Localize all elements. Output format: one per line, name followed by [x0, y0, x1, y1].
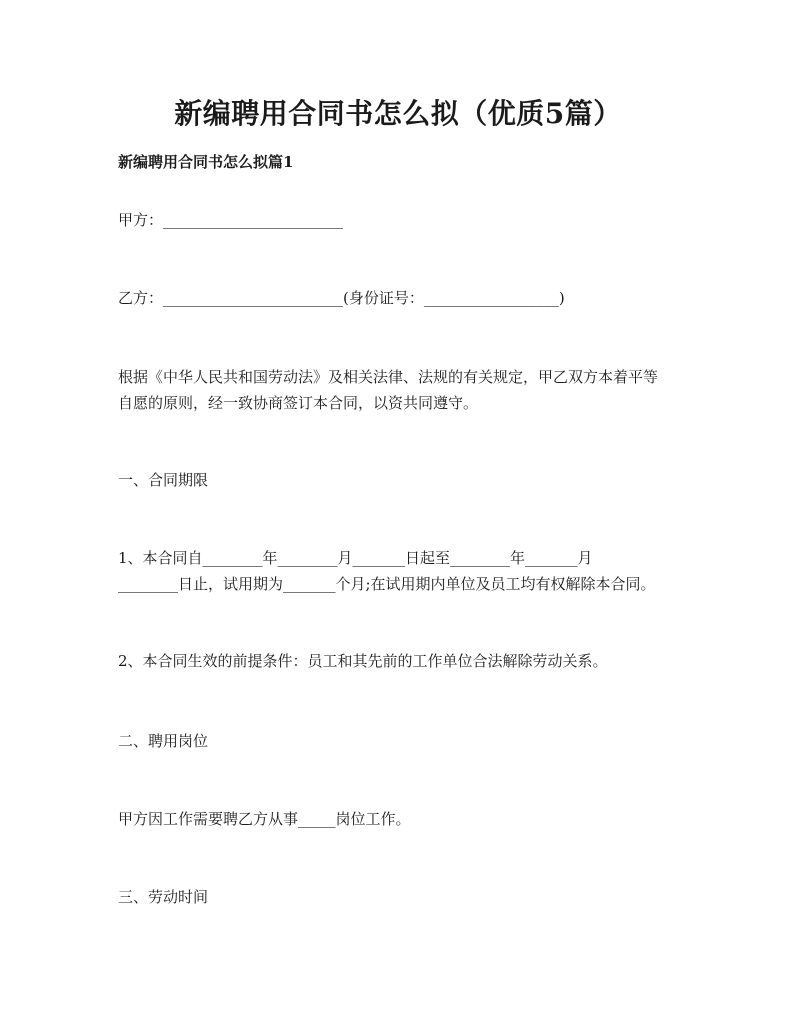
section-heading-position: 二、聘用岗位 — [118, 732, 209, 750]
document-subtitle: 新编聘用合同书怎么拟篇1 — [118, 153, 294, 171]
clause-2: 2、本合同生效的前提条件：员工和其先前的工作单位合法解除劳动关系。 — [118, 652, 608, 670]
party-a-line: 甲方：________________________ — [118, 211, 344, 229]
document-title: 新编聘用合同书怎么拟（优质5篇） — [174, 97, 622, 130]
position-clause: 甲方因工作需要聘乙方从事_____岗位工作。 — [118, 810, 411, 828]
section-heading-term: 一、合同期限 — [118, 471, 209, 489]
party-b-line: 乙方：________________________(身份证号：__________________) — [118, 289, 565, 307]
preamble-line-1: 根据《中华人民共和国劳动法》及相关法律、法规的有关规定，甲乙双方本着平等 — [118, 368, 659, 386]
section-heading-working-hours: 三、劳动时间 — [118, 888, 209, 906]
clause-1-line-1: 1、本合同自________年________月_______日起至________年_______月 — [118, 549, 593, 567]
clause-1-line-2: ________日止，试用期为_______个月;在试用期内单位及员工均有权解除本合同。 — [118, 575, 656, 593]
preamble-line-2: 自愿的原则，经一致协商签订本合同，以资共同遵守。 — [118, 394, 479, 412]
